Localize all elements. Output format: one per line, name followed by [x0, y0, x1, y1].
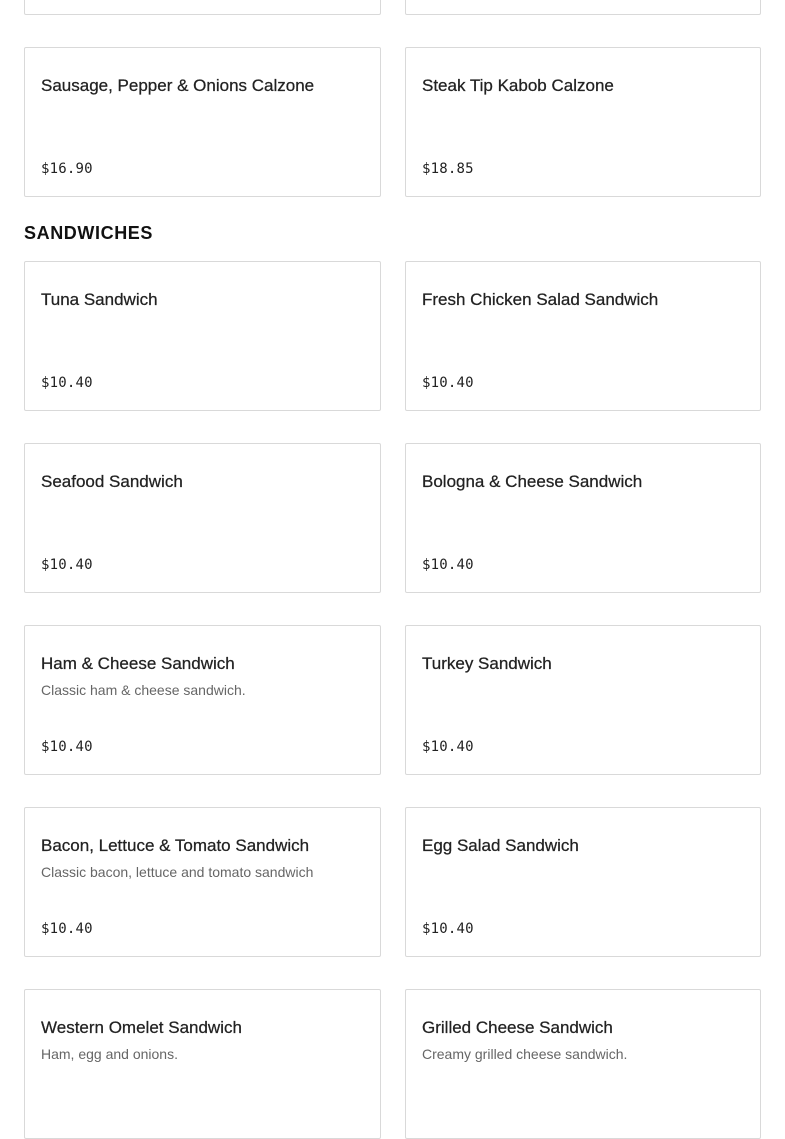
item-description: Ham, egg and onions. — [41, 1046, 178, 1062]
item-name: Egg Salad Sandwich — [422, 836, 579, 855]
item-price: $10.40 — [41, 557, 93, 573]
item-price: $10.40 — [422, 557, 474, 573]
menu-page — [24, 0, 761, 1139]
item-price: $16.90 — [41, 161, 93, 177]
menu-item-card[interactable] — [24, 989, 381, 1139]
item-description: Classic bacon, lettuce and tomato sandwich — [41, 864, 314, 880]
item-price: $10.40 — [41, 375, 93, 391]
sandwich-grid — [24, 261, 761, 1139]
menu-item-card[interactable] — [405, 989, 761, 1139]
item-price: $10.40 — [422, 921, 474, 937]
item-name: Sausage, Pepper & Onions Calzone — [41, 76, 315, 95]
menu-item-card[interactable] — [24, 807, 381, 957]
item-description: Creamy grilled cheese sandwich. — [422, 1046, 628, 1062]
item-price: $18.85 — [422, 161, 474, 177]
item-name: Grilled Cheese Sandwich — [422, 1018, 613, 1037]
item-name: Fresh Chicken Salad Sandwich — [422, 290, 659, 309]
item-price: $10.40 — [422, 375, 474, 391]
menu-item-card[interactable] — [24, 443, 381, 593]
item-name: Seafood Sandwich — [41, 472, 183, 491]
item-name: Western Omelet Sandwich — [41, 1018, 242, 1037]
calzone-grid — [24, 47, 761, 197]
item-price: $10.40 — [41, 739, 93, 755]
menu-item-card-partial[interactable] — [405, 0, 761, 15]
item-name: Turkey Sandwich — [422, 654, 552, 673]
partial-card-row — [24, 0, 761, 15]
item-price: $10.40 — [41, 921, 93, 937]
item-description: Classic ham & cheese sandwich. — [41, 682, 246, 698]
section-title-sandwiches: SANDWICHES — [24, 223, 154, 243]
item-name: Bacon, Lettuce & Tomato Sandwich — [41, 836, 310, 855]
menu-item-card[interactable] — [405, 807, 761, 957]
item-name: Ham & Cheese Sandwich — [41, 654, 235, 673]
item-name: Tuna Sandwich — [41, 290, 158, 309]
menu-item-card-partial[interactable] — [24, 0, 381, 15]
item-name: Bologna & Cheese Sandwich — [422, 472, 643, 491]
menu-item-card[interactable] — [405, 625, 761, 775]
menu-item-card[interactable] — [24, 261, 381, 411]
menu-item-card[interactable] — [405, 47, 761, 197]
menu-item-card[interactable] — [405, 443, 761, 593]
menu-item-card[interactable] — [24, 47, 381, 197]
item-price: $10.40 — [422, 739, 474, 755]
menu-item-card[interactable] — [405, 261, 761, 411]
menu-item-card[interactable] — [24, 625, 381, 775]
item-name: Steak Tip Kabob Calzone — [422, 76, 614, 95]
